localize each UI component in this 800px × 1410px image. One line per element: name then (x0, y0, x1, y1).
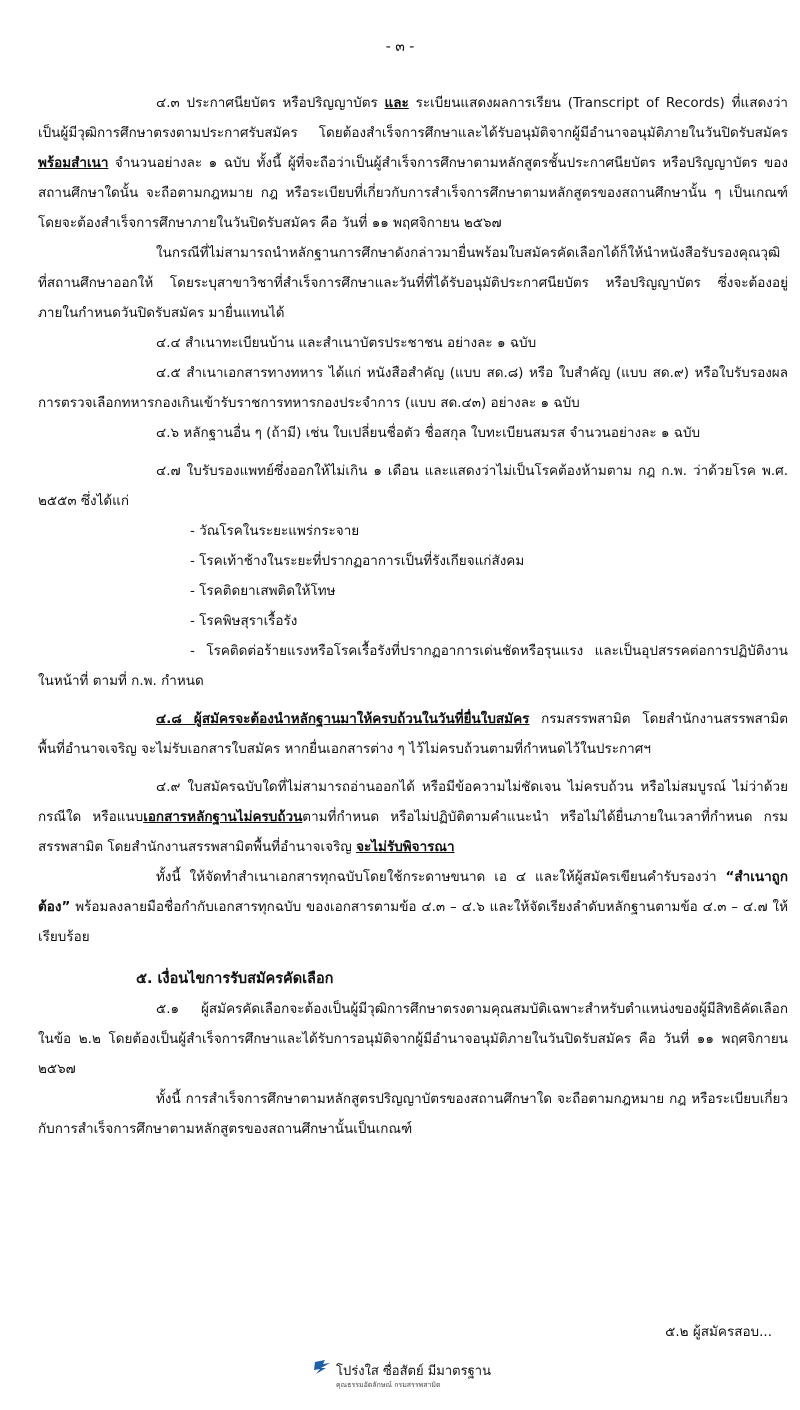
disease-item: - โรคเท้าช้างในระยะที่ปรากฏอาการเป็นที่รังเกียจแก่สังคม (190, 553, 525, 569)
paragraph-4-9 (38, 772, 788, 862)
emphasis-certified-copy: “สำเนาถูกต้อง” (38, 869, 788, 915)
paragraph-copy-note (38, 862, 788, 952)
disease-item: - โรคติดต่อร้ายแรงหรือโรคเรื้อรังที่ปรากฏอาการเด่นชัดหรือรุนแรง และเป็นอุปสรรคต่อการปฏิบัติงานในหน้าที่ ตามที่ ก.พ. กำหนด (38, 643, 788, 689)
text: ๔.๙ ใบสมัครฉบับใดที่ไม่สามารถอ่านออกได้ หรือมีข้อความไม่ชัดเจน ไม่ครบถ้วน หรือไม่สมบูรณ์ ไม่ว่าด้วยกรณีใด หรือแนบ (38, 779, 788, 825)
text: จำนวนอย่างละ ๑ ฉบับ ทั้งนี้ ผู้ที่จะถือว่าเป็นผู้สำเร็จการศึกษาตามหลักสูตรชั้นประกาศนียบัตร หรือปริญญาบัตร ของสถานศึกษาใดนั้น จะถือตามกฎหมาย กฎ หรือระเบียบที่เกี่ยวกับการสำเร็จการศึกษาตามหลักสูตรของสถานศึกษานั้น ๆ เป็นเกณฑ์โดยจะต้องสำเร็จการศึกษาภายในวันปิดรับสมัคร คือ วันที่ ๑๑ พฤศจิกายน ๒๕๖๗ (38, 155, 788, 231)
paragraph-4-6: ๔.๖ หลักฐานอื่น ๆ (ถ้ามี) เช่น ใบเปลี่ยนชื่อตัว ชื่อสกุล ใบทะเบียนสมรส จำนวนอย่างละ ๑ ฉบับ (156, 425, 701, 441)
document-body (38, 88, 788, 1144)
spacer (38, 696, 788, 704)
emphasis-with-copy: พร้อมสำเนา (38, 155, 109, 171)
paragraph-4-3-note: ในกรณีที่ไม่สามารถนำหลักฐานการศึกษาดังกล่าวมายื่นพร้อมใบสมัครคัดเลือกได้ก็ให้นำหนังสือรับรองคุณวุฒิที่สถานศึกษาออกให้ โดยระบุสาขาวิชาที่สำเร็จการศึกษาและวันที่ที่ได้รับอนุมัติประกาศนียบัตร หรือปริญญาบัตร ซึ่งจะต้องอยู่ภายในกำหนดวันปิดรับสมัคร มายื่นแทนได้ (38, 245, 788, 321)
text: ๔.๓ ประกาศนียบัตร หรือปริญญาบัตร (156, 95, 385, 111)
text: พร้อมลงลายมือชื่อกำกับเอกสารทุกฉบับ ของเอกสารตามข้อ ๔.๓ – ๔.๖ และให้จัดเรียงลำดับหลักฐานตามข้อ ๔.๓ – ๔.๗ ให้เรียบร้อย (38, 899, 788, 945)
paragraph-4-3 (38, 88, 788, 238)
text: ทั้งนี้ ให้จัดทำสำเนาเอกสารทุกฉบับโดยใช้กระดาษขนาด เอ ๔ และให้ผู้สมัครเขียนคำรับรองว่า (156, 869, 726, 885)
paragraph-4-5: ๔.๕ สำเนาเอกสารทางทหาร ได้แก่ หนังสือสำคัญ (แบบ สด.๘) หรือ ใบสำคัญ (แบบ สด.๙) หรือใบรับรองผลการตรวจเลือกทหารกองเกินเข้ารับราชการทหารกองประจำการ (แบบ สด.๔๓) อย่างละ ๑ ฉบับ (38, 365, 788, 411)
page-number: - ๓ - (385, 39, 415, 55)
disease-item: - โรคติดยาเสพติดให้โทษ (190, 583, 336, 599)
text: ระเบียนแสดงผลการเรียน (Transcript of Records) ที่แสดงว่าเป็นผู้มีวุฒิการศึกษาตรงตามประกาศรับสมัคร โดยต้องสำเร็จการศึกษาและได้รับอนุมัติจากผู้มีอำนาจอนุมัติภายในวันปิดรับสมัคร (38, 95, 788, 141)
spacer (38, 448, 788, 456)
spacer (38, 952, 788, 962)
text: กรมสรรพสามิต โดยสำนักงานสรรพสามิตพื้นที่อำนาจเจริญ จะไม่รับเอกสารใบสมัคร หากยื่นเอกสารต่าง ๆ ไว้ไม่ครบถ้วนตามที่กำหนดไว้ในประกาศฯ (38, 711, 788, 757)
paragraph-4-4: ๔.๔ สำเนาทะเบียนบ้าน และสำเนาบัตรประชาชน อย่างละ ๑ ฉบับ (156, 335, 537, 351)
section-5-heading: ๕. เงื่อนไขการรับสมัครคัดเลือก (136, 971, 334, 987)
emphasis-not-considered: จะไม่รับพิจารณา (356, 839, 455, 855)
spacer (38, 764, 788, 772)
emphasis-complete-evidence: ๔.๘ ผู้สมัครจะต้องนำหลักฐานมาให้ครบถ้วนในวันที่ยื่นใบสมัคร (156, 711, 530, 727)
disease-item: - วัณโรคในระยะแพร่กระจาย (190, 523, 360, 539)
continuation-marker: ๕.๒ ผู้สมัครสอบ... (665, 1324, 772, 1340)
motto-subtext: คุณธรรมอัตลักษณ์ กรมสรรพสามิต (336, 1381, 441, 1389)
paragraph-4-7: ๔.๗ ใบรับรองแพทย์ซึ่งออกให้ไม่เกิน ๑ เดือน และแสดงว่าไม่เป็นโรคต้องห้ามตาม กฎ ก.พ. ว่าด้วยโรค พ.ศ. ๒๕๕๓ ซึ่งได้แก่ (38, 463, 788, 509)
emphasis-incomplete-documents: เอกสารหลักฐานไม่ครบถ้วน (143, 809, 303, 825)
paragraph-5-1: ๕.๑ ผู้สมัครคัดเลือกจะต้องเป็นผู้มีวุฒิการศึกษาตรงตามคุณสมบัติเฉพาะสำหรับตำแหน่งของผู้มีสิทธิคัดเลือก ในข้อ ๒.๒ โดยต้องเป็นผู้สำเร็จการศึกษาและได้รับการอนุมัติจากผู้มีอำนาจอนุมัติภายในวันปิดรับสมัคร คือ วันที่ ๑๑ พฤศจิกายน ๒๕๖๗ (38, 1001, 788, 1077)
paragraph-5-1-note: ทั้งนี้ การสำเร็จการศึกษาตามหลักสูตรปริญญาบัตรของสถานศึกษาใด จะถือตามกฎหมาย กฎ หรือระเบียบเกี่ยวกับการสำเร็จการศึกษาตามหลักสูตรของสถานศึกษานั้นเป็นเกณฑ์ (38, 1091, 788, 1137)
paragraph-4-8 (38, 704, 788, 764)
text: ตามที่กำหนด หรือไม่ปฏิบัติตามคำแนะนำ หรือไม่ได้ยื่นภายในเวลาที่กำหนด กรมสรรพสามิต โดยสำนักงานสรรพสามิตพื้นที่อำนาจเจริญ (38, 809, 789, 855)
excise-logo-icon (312, 1358, 334, 1376)
emphasis-and: และ (384, 95, 409, 111)
motto-text: โปร่งใส ซื่อสัตย์ มีมาตรฐาน (336, 1364, 491, 1379)
disease-item: - โรคพิษสุราเรื้อรัง (190, 613, 298, 629)
